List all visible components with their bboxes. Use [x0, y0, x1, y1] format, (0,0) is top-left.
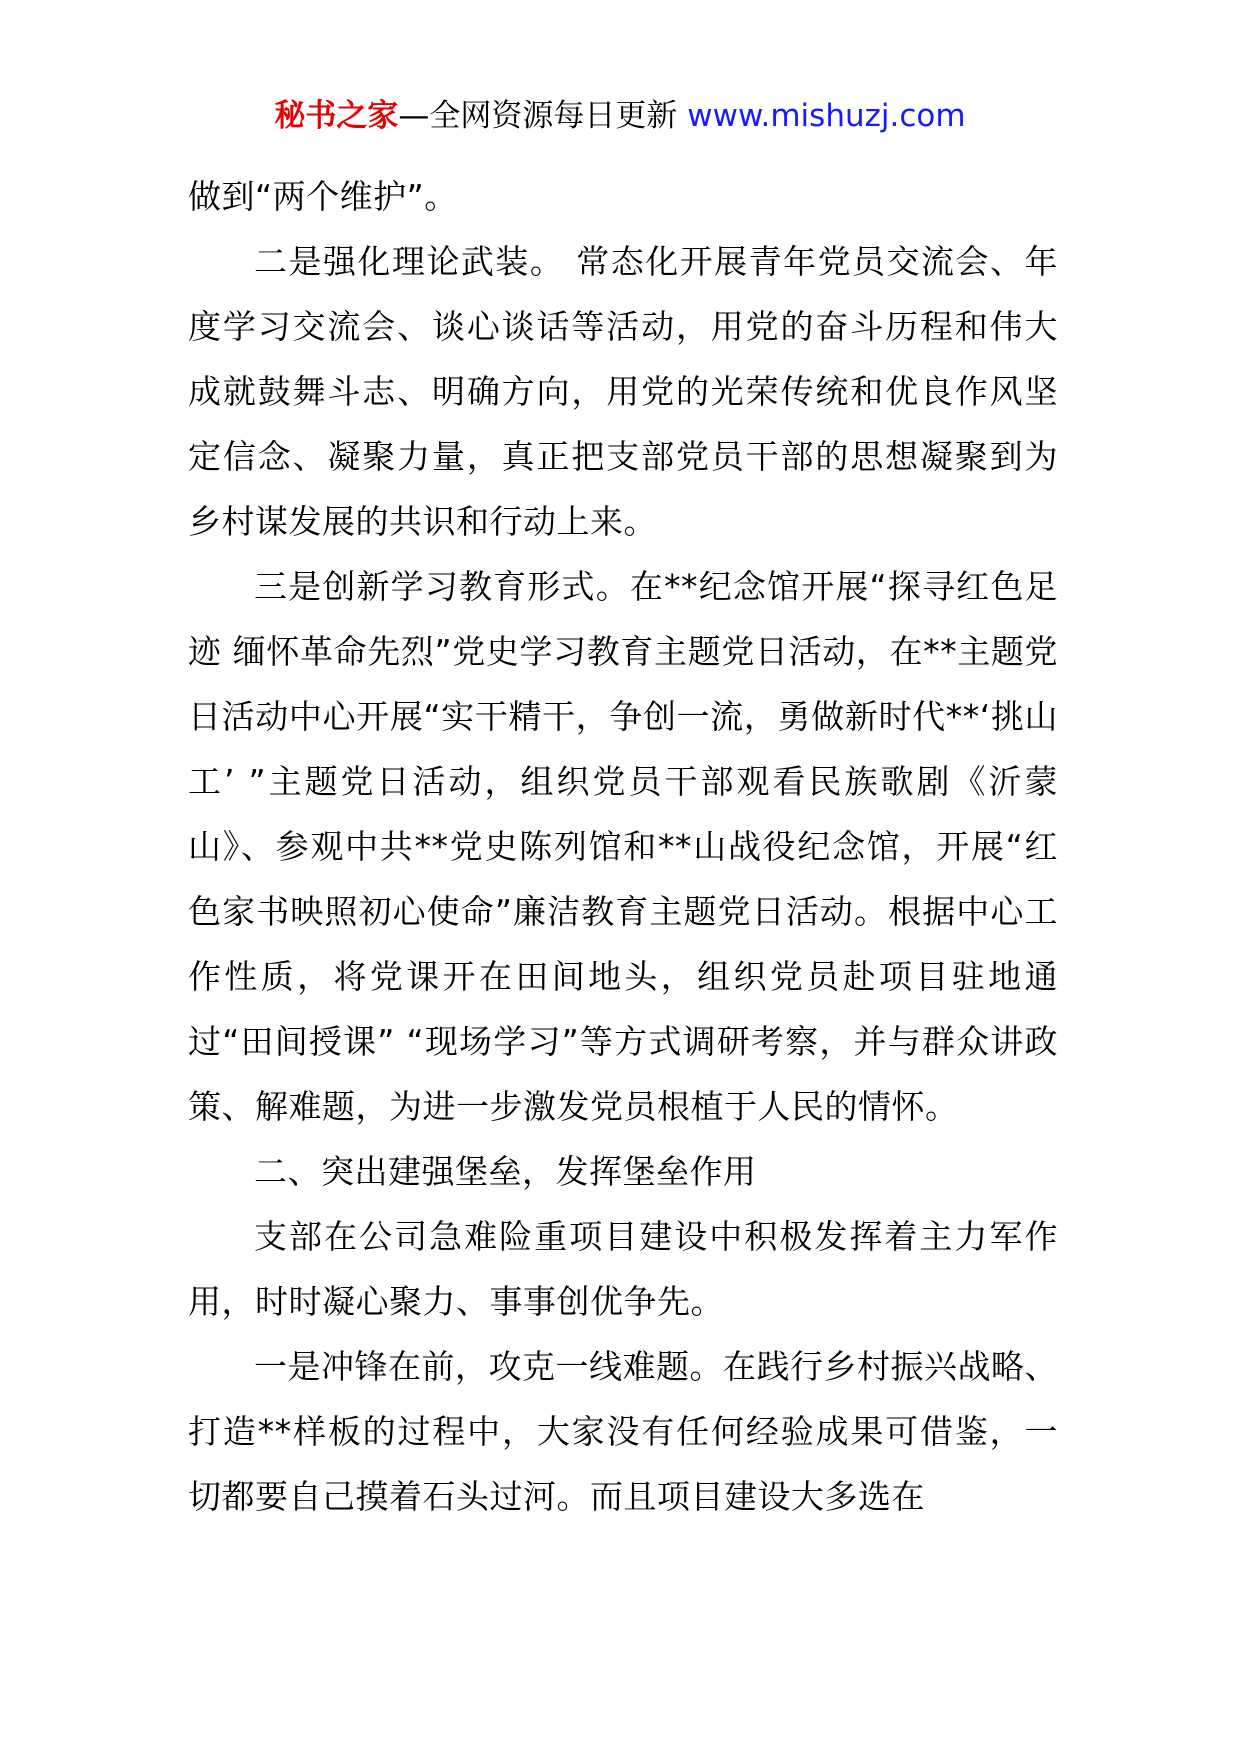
- paragraph-education-forms: 三是创新学习教育形式。在**纪念馆开展“探寻红色足迹 缅怀革命先烈”党史学习教育主题党日活动，在**主题党日活动中心开展“实干精干，争创一流，勇做新时代**‘挑山工’ ”主题党日活动，组织党员干部观看民族歌剧《沂蒙山》、参观中共**党史陈列馆和**山战役纪念馆，开展“红色家书映照初心使命”廉洁教育主题党日活动。根据中心工作性质，将党课开在田间地头，组织党员赴项目驻地通过“田间授课” “现场学习”等方式调研考察，并与群众讲政策、解难题，为进一步激发党员根植于人民的情怀。: [188, 567, 1058, 1126]
- document-body: [188, 164, 1058, 1529]
- page-header: [0, 96, 1240, 136]
- header-slogan: —全网资源每日更新: [398, 98, 688, 134]
- header-brand: 秘书之家: [274, 98, 399, 134]
- paragraph-continuation: 做到“两个维护”。: [188, 177, 458, 216]
- paragraph-theory-arming: 二是强化理论武装。 常态化开展青年党员交流会、年度学习交流会、谈心谈话等活动，用党的奋斗历程和伟大成就鼓舞斗志、明确方向，用党的光荣传统和优良作风坚定信念、凝聚力量，真正把支部党员干部的思想凝聚到为乡村谋发展的共识和行动上来。: [188, 242, 1058, 541]
- paragraph-main-force: 支部在公司急难险重项目建设中积极发挥着主力军作用，时时凝心聚力、事事创优争先。: [188, 1217, 1058, 1321]
- section-heading: 二、突出建强堡垒，发挥堡垒作用: [254, 1152, 757, 1191]
- paragraph-charge-forward: 一是冲锋在前，攻克一线难题。在践行乡村振兴战略、打造**样板的过程中，大家没有任何经验成果可借鉴，一切都要自己摸着石头过河。而且项目建设大多选在: [188, 1347, 1058, 1516]
- header-url[interactable]: www.mishuzj.com: [687, 98, 966, 134]
